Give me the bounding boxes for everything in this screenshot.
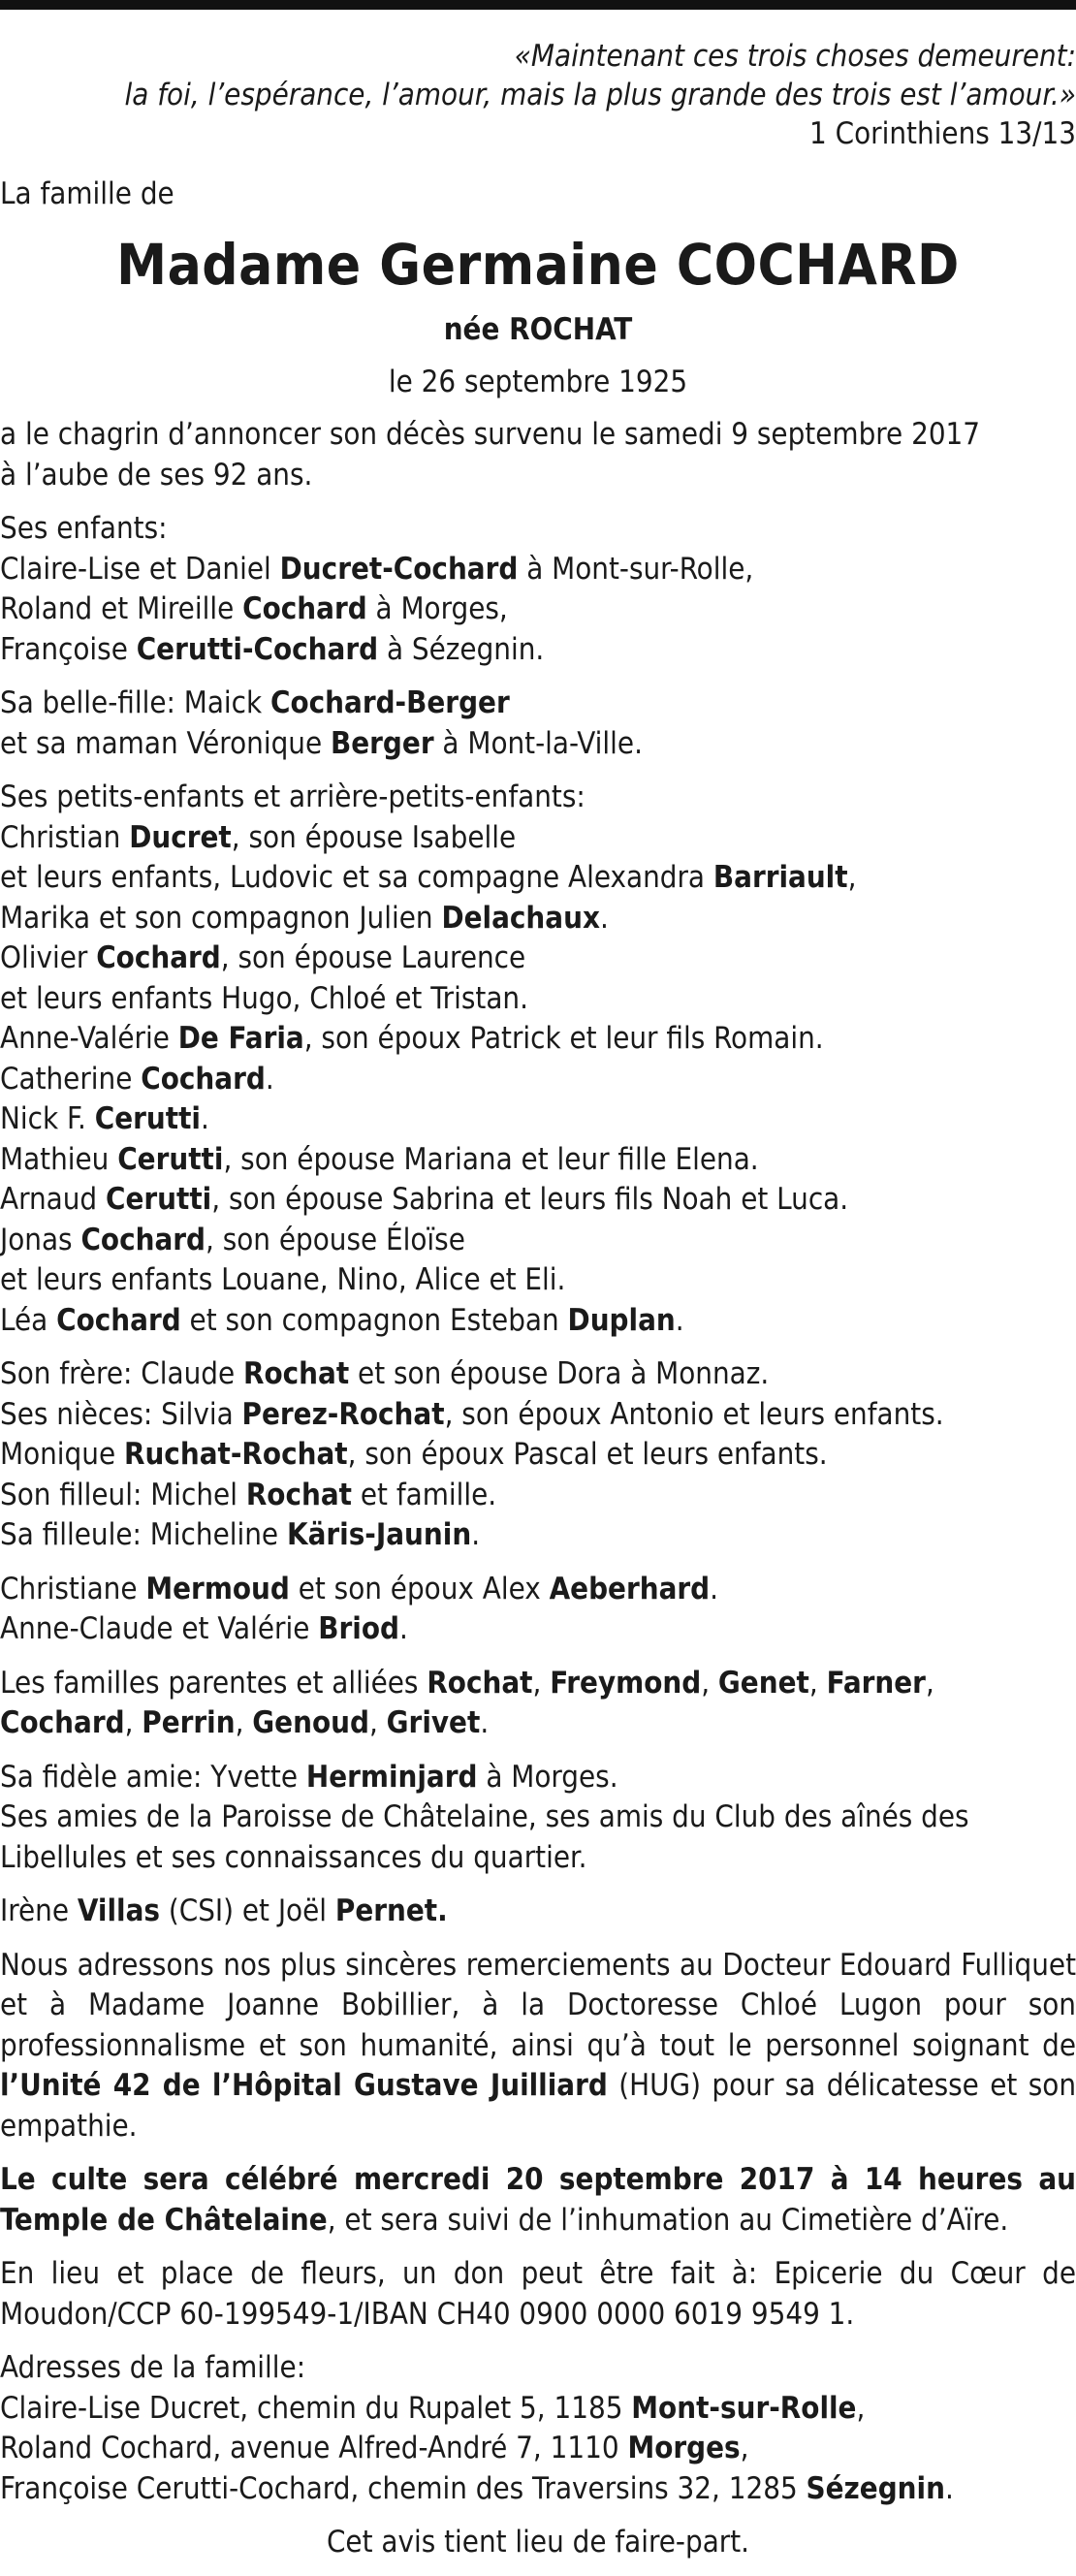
text-run: Christiane (0, 1571, 146, 1606)
family-line (0, 818, 1076, 859)
bold-name-text: Perez-Rochat (241, 1396, 445, 1432)
text-run: , son épouse Sabrina et leurs fils Noah et Luca. (211, 1182, 849, 1217)
family-line (0, 899, 1076, 939)
text-run: Sa fidèle amie: Yvette (0, 1759, 306, 1795)
text-run: En lieu et place de fleurs, un don peut être fait à: Epicerie du Cœur de Moudon/CCP 60-199549-1/IBAN CH40 0900 0000 6019 9549 1. (0, 2256, 1076, 2332)
text-run: Jonas (0, 1222, 81, 1257)
bold-name-text: Berger (331, 725, 434, 761)
text-run: , et sera suivi de l’inhumation au Cimetière d’Aïre. (327, 2202, 1009, 2238)
announcement (0, 415, 1076, 495)
text-run: Françoise Cerutti-Cochard, chemin des Traversins 32, 1285 (0, 2470, 807, 2506)
text-run: , (235, 1705, 253, 1740)
family-block (0, 684, 1076, 764)
text-run: , (740, 2431, 749, 2465)
text-run: à Mont-sur-Rolle, (518, 551, 754, 587)
family-line (0, 1758, 1076, 1798)
bold-name-text: Herminjard (305, 1759, 478, 1795)
bold-name-text: De Faria (177, 1021, 304, 1056)
text-run: Claire-Lise Ducret, chemin du Rupalet 5, 1185 (0, 2390, 632, 2426)
text-run: . (675, 1302, 684, 1338)
bold-name-text: Cochard (141, 1061, 266, 1097)
text-run: à Mont-la-Ville. (433, 725, 643, 761)
family-line (0, 1892, 1076, 1932)
text-run: à Morges. (477, 1759, 618, 1795)
family-line (0, 1476, 1076, 1516)
family-line (0, 1060, 1076, 1100)
text-run: et son épouse Dora à Monnaz. (349, 1356, 770, 1391)
donation-paragraph (0, 2254, 1076, 2335)
family-block (0, 1354, 1076, 1556)
bold-name-text: Cochard (56, 1302, 181, 1338)
bold-name-text: Aeberhard (549, 1571, 711, 1606)
text-run: , (124, 1705, 142, 1740)
epigraph (0, 37, 1076, 153)
bold-name-text: Cerutti (106, 1182, 212, 1217)
bold-name-text: Mermoud (145, 1571, 290, 1606)
text-run: Son frère: Claude (0, 1356, 243, 1391)
text-run: Roland Cochard, avenue Alfred-André 7, 1110 (0, 2431, 628, 2465)
bold-name-text: Rochat (245, 1477, 353, 1512)
text-run: Adresses de la famille: (0, 2350, 306, 2385)
announcement-line-1: a le chagrin d’annoncer son décès survenu le samedi 9 septembre 2017 (0, 417, 981, 452)
maiden-name: née ROCHAT (443, 312, 633, 347)
text-run: et leurs enfants Hugo, Chloé et Tristan. (0, 980, 528, 1016)
family-block (0, 1664, 1076, 1744)
text-run: . (944, 2470, 954, 2506)
text-run: . (398, 1611, 408, 1646)
text-run: à Morges, (366, 591, 508, 626)
text-run: Sa filleule: Micheline (0, 1517, 287, 1552)
bold-name-text: Rochat (427, 1665, 533, 1701)
address-line (0, 2429, 1076, 2469)
text-run: , son épouse Mariana et leur fille Elena. (223, 1141, 759, 1177)
family-line (0, 1301, 1076, 1342)
family-block (0, 1758, 1076, 1879)
text-run: Monique (0, 1437, 124, 1472)
family-line (0, 1609, 1076, 1650)
family-line (0, 589, 1076, 630)
address-line (0, 2469, 1076, 2510)
family-block (0, 778, 1076, 1341)
text-run: Françoise (0, 631, 137, 667)
family-line (0, 979, 1076, 1020)
family-line (0, 1354, 1076, 1395)
text-run: Arnaud (0, 1182, 106, 1217)
family-line (0, 1703, 1076, 1744)
bold-name-text: Farner (826, 1665, 926, 1701)
bold-name-text: Ducret (129, 819, 232, 855)
text-run: et leurs enfants Louane, Nino, Alice et Eli. (0, 1262, 566, 1297)
text-run: (HUG) pour sa délicatesse et son empathie. (0, 2068, 1076, 2144)
text-run: Christian (0, 819, 130, 855)
bold-name-text: Duplan (567, 1302, 676, 1338)
family-line (0, 1664, 1076, 1704)
addresses-heading (0, 2348, 1076, 2389)
family-block (0, 1892, 1076, 1932)
announcement-line-2: à l’aube de ses 92 ans. (0, 457, 313, 493)
text-run: et famille. (352, 1477, 497, 1512)
family-line (0, 684, 1076, 724)
family-line (0, 1435, 1076, 1476)
quote-line-1: «Maintenant ces trois choses demeurent: (514, 39, 1076, 74)
family-block (0, 509, 1076, 670)
family-line (0, 1221, 1076, 1261)
thanks-paragraph (0, 1946, 1076, 2147)
text-run: Ses amies de la Paroisse de Châtelaine, ses amis du Club des aînés des (0, 1799, 969, 1834)
text-run: , son épouse Laurence (220, 940, 526, 975)
text-run: Ses enfants: (0, 511, 168, 546)
bold-name-text: l’Unité 42 de l’Hôpital Gustave Juilliard (0, 2068, 608, 2103)
bold-name-text: Cerutti (94, 1101, 201, 1136)
text-run: , son épouse Isabelle (231, 819, 517, 855)
text-run: Léa (0, 1302, 57, 1338)
text-run: à Sézegnin. (378, 631, 545, 667)
family-line (0, 938, 1076, 979)
text-run: et leurs enfants, Ludovic et sa compagne Alexandra (0, 860, 713, 895)
text-run: et son époux Alex (289, 1571, 550, 1606)
text-run: Son filleul: Michel (0, 1477, 246, 1512)
family-line (0, 858, 1076, 899)
text-run: Olivier (0, 940, 97, 975)
bold-name-text: Ruchat-Rochat (123, 1437, 348, 1472)
bold-name-text: Cerutti (117, 1141, 224, 1177)
bold-name-text: Cerutti-Cochard (136, 631, 379, 667)
family-line (0, 724, 1076, 765)
text-run: . (265, 1061, 274, 1097)
birth-date: le 26 septembre 1925 (388, 365, 688, 399)
text-run: . (471, 1517, 481, 1552)
bold-name-text: Sézegnin (806, 2470, 945, 2506)
text-run: . (480, 1705, 490, 1740)
deceased-name: Madame Germaine COCHARD (116, 232, 960, 298)
text-run: , (701, 1665, 718, 1701)
family-line (0, 509, 1076, 550)
text-run: , (808, 1665, 827, 1701)
family-line (0, 1260, 1076, 1301)
family-line (0, 1797, 1076, 1838)
bold-name-text: Genoud (252, 1705, 369, 1740)
bold-name-text: Cochard (80, 1222, 206, 1257)
family-line (0, 778, 1076, 818)
ceremony-paragraph (0, 2160, 1076, 2241)
bold-name-text: Cochard (0, 1705, 125, 1740)
text-run: Catherine (0, 1061, 142, 1097)
family-line (0, 1395, 1076, 1436)
bold-name-text: Barriault (712, 860, 848, 895)
text-run: , (532, 1665, 551, 1701)
text-run: . (200, 1101, 209, 1136)
bold-name-text: Perrin (142, 1705, 236, 1740)
bold-name-text: Käris-Jaunin (286, 1517, 472, 1552)
text-run: , son époux Antonio et leurs enfants. (444, 1396, 944, 1432)
text-run: et son compagnon Esteban (180, 1302, 568, 1338)
bold-name-text: Morges (627, 2431, 741, 2465)
bold-name-text: Villas (77, 1893, 160, 1928)
bold-name-text: Grivet (386, 1705, 481, 1740)
text-run: Roland et Mireille (0, 591, 243, 626)
text-run: , (856, 2390, 866, 2426)
text-run: et sa maman Véronique (0, 725, 331, 761)
text-run: Les familles parentes et alliées (0, 1665, 427, 1701)
intro-text: La famille de (0, 176, 174, 211)
bold-name-text: Delachaux (441, 900, 600, 936)
text-run: Nick F. (0, 1101, 95, 1136)
family-line (0, 1140, 1076, 1181)
text-run: . (599, 900, 609, 936)
text-run: , son époux Pascal et leurs enfants. (347, 1437, 828, 1472)
text-run: Sa belle-fille: Maick (0, 685, 270, 720)
family-line (0, 630, 1076, 671)
text-run: , (847, 860, 857, 895)
bold-name-text: Ducret-Cochard (279, 551, 519, 587)
family-line (0, 550, 1076, 590)
family-line (0, 1515, 1076, 1556)
family-addresses (0, 2348, 1076, 2509)
text-run: , (925, 1665, 934, 1701)
family-line (0, 1570, 1076, 1610)
bold-name-text: Cochard-Berger (270, 685, 510, 720)
text-run: Anne-Valérie (0, 1021, 178, 1056)
quote-line-2: la foi, l’espérance, l’amour, mais la plus grande des trois est l’amour.» (124, 78, 1076, 112)
bold-name-text: Cochard (242, 591, 367, 626)
text-run: Marika et son compagnon Julien (0, 900, 442, 936)
obituary-notice (0, 37, 1076, 2563)
text-run: Libellules et ses connaissances du quartier. (0, 1839, 587, 1875)
family-block (0, 1570, 1076, 1650)
family-line (0, 1019, 1076, 1060)
text-run: Irène (0, 1893, 78, 1928)
bold-name-text: Pernet. (334, 1893, 448, 1928)
quote-reference: 1 Corinthiens 13/13 (809, 116, 1076, 151)
text-run: , (368, 1705, 387, 1740)
text-run: , son épouse Éloïse (206, 1222, 465, 1257)
bold-name-text: Freymond (550, 1665, 702, 1701)
text-run: Anne-Claude et Valérie (0, 1611, 319, 1646)
bold-name-text: Mont-sur-Rolle (631, 2390, 857, 2426)
text-run: Mathieu (0, 1141, 118, 1177)
family-line (0, 1838, 1076, 1879)
top-border (0, 0, 1076, 10)
text-run: Claire-Lise et Daniel (0, 551, 280, 587)
family-list (0, 509, 1076, 1932)
text-run: (CSI) et Joël (160, 1893, 335, 1928)
bold-name-text: Cochard (96, 940, 221, 975)
family-line (0, 1099, 1076, 1140)
address-line (0, 2389, 1076, 2430)
text-run: Nous adressons nos plus sincères remerciements au Docteur Edouard Fulliquet et à Madame Joanne Bobillier, à la Doctoresse Chloé Lugon pour son professionnalisme et son humanité, ainsi qu’à tout le personnel soignant de (0, 1947, 1076, 2063)
family-line (0, 1180, 1076, 1221)
text-run: , son époux Patrick et leur fils Romain. (303, 1021, 824, 1056)
bold-name-text: Rochat (242, 1356, 350, 1391)
bold-name-text: Le culte sera célébré mercredi 20 septembre 2017 à 14 heures au Temple de Châtelaine (0, 2162, 1076, 2238)
text-run: Ses petits-enfants et arrière-petits-enfants: (0, 779, 585, 814)
bold-name-text: Genet (717, 1665, 809, 1701)
bold-name-text: Briod (318, 1611, 399, 1646)
closing-note: Cet avis tient lieu de faire-part. (326, 2525, 750, 2560)
text-run: Ses nièces: Silvia (0, 1396, 242, 1432)
text-run: . (710, 1571, 718, 1606)
